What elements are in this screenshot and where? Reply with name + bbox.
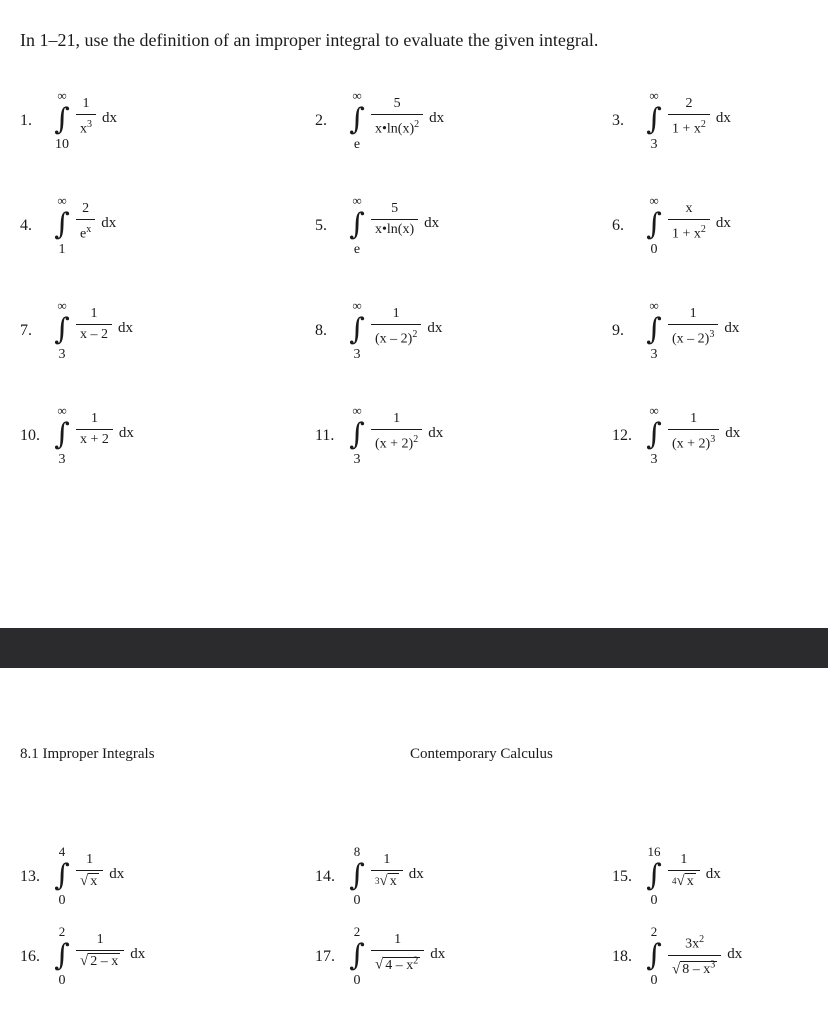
integral	[644, 395, 664, 485]
numerator: 1	[82, 96, 90, 111]
integral-problem	[612, 185, 828, 275]
lower-limit: 0	[58, 973, 66, 988]
radical-sign: √	[379, 873, 388, 889]
integral-problem	[612, 80, 828, 170]
upper-limit: ∞	[352, 403, 362, 418]
fraction	[668, 306, 718, 348]
fraction-bar	[668, 324, 718, 325]
integral-problem	[612, 290, 828, 380]
integral	[347, 395, 367, 485]
integral	[347, 836, 367, 926]
upper-limit: 8	[353, 844, 361, 859]
page-bottom	[0, 668, 828, 1009]
fraction	[371, 96, 423, 138]
integral-problem	[315, 395, 535, 485]
fraction-bar	[76, 114, 96, 115]
integral-sign: ∫	[646, 938, 662, 973]
integral	[52, 916, 72, 1006]
denominator	[371, 117, 423, 138]
differential: dx	[727, 946, 743, 962]
integral-problem	[612, 836, 828, 926]
integral-problem	[20, 916, 240, 1006]
differential: dx	[118, 320, 133, 336]
denominator	[668, 432, 719, 453]
lower-limit: 3	[650, 452, 658, 467]
differential: dx	[428, 425, 444, 441]
fraction-bar	[371, 324, 421, 325]
denominator-base: (x + 2)	[672, 436, 711, 452]
denominator	[76, 327, 112, 343]
fraction	[371, 411, 422, 453]
fraction	[371, 201, 418, 238]
numerator: 1	[96, 932, 104, 947]
numerator-exponent: 2	[699, 934, 705, 945]
upper-limit: 2	[650, 924, 658, 939]
fraction-bar	[668, 429, 719, 430]
differential: dx	[102, 110, 117, 126]
upper-limit: ∞	[649, 193, 659, 208]
denominator-exponent: 2	[414, 119, 420, 130]
fraction	[668, 96, 710, 138]
denominator-exponent: 2	[413, 434, 419, 445]
denominator	[668, 873, 700, 890]
lower-limit: 0	[353, 893, 361, 908]
problem-number: 12.	[612, 427, 632, 444]
numerator: 5	[391, 201, 399, 216]
differential: dx	[109, 866, 125, 882]
page-separator-band	[0, 628, 828, 668]
lower-limit: 3	[353, 347, 361, 362]
denominator	[371, 953, 424, 974]
integral-sign: ∫	[349, 938, 365, 973]
integral	[347, 290, 367, 380]
denominator-base: (x – 2)	[375, 331, 413, 347]
denominator-base: x•ln(x)	[375, 222, 415, 237]
differential: dx	[427, 320, 443, 336]
problem-number: 13.	[20, 868, 40, 885]
denominator-exponent: 3	[709, 329, 715, 340]
problem-number: 8.	[315, 322, 327, 339]
integral	[347, 185, 367, 275]
lower-limit: 0	[353, 973, 361, 988]
problem-number: 3.	[612, 112, 624, 129]
fraction	[76, 96, 96, 138]
integral	[644, 916, 664, 1006]
differential: dx	[101, 215, 117, 231]
upper-limit: ∞	[57, 88, 67, 103]
problem-number: 6.	[612, 217, 624, 234]
numerator: 1	[90, 411, 98, 426]
fraction	[76, 201, 95, 243]
radicand: $8 - x^3$	[682, 959, 716, 978]
radical-sign: √	[672, 961, 681, 978]
integral-problem	[315, 185, 535, 275]
integral-problem	[315, 916, 535, 1006]
numerator: 1	[86, 852, 94, 867]
lower-limit: 0	[58, 893, 66, 908]
problem-number: 17.	[315, 948, 335, 965]
radicand-exponent: 3	[710, 959, 716, 971]
upper-limit: ∞	[57, 193, 67, 208]
fraction-bar	[76, 324, 112, 325]
upper-limit: ∞	[352, 193, 362, 208]
numerator: 1	[383, 852, 391, 867]
integral-problem	[20, 290, 240, 380]
problem-number: 4.	[20, 217, 32, 234]
radicand: x	[686, 874, 694, 889]
lower-limit: 0	[650, 893, 658, 908]
fraction-bar	[76, 870, 103, 871]
denominator	[76, 432, 113, 448]
integral-problem	[20, 80, 240, 170]
denominator-base: (x + 2)	[375, 436, 414, 452]
upper-limit: 4	[58, 844, 66, 859]
book-title: Contemporary Calculus	[410, 746, 553, 762]
differential: dx	[715, 215, 731, 231]
denominator-base: x	[80, 121, 87, 137]
fraction-bar	[371, 429, 422, 430]
differential: dx	[118, 425, 134, 441]
integral-problem	[612, 395, 828, 485]
numerator: $3x^2$	[685, 934, 705, 952]
integral	[644, 80, 664, 170]
numerator: x	[685, 201, 693, 216]
problem-number: 2.	[315, 112, 327, 129]
radical-sign: √	[676, 873, 685, 889]
integral-sign: ∫	[54, 417, 70, 452]
problem-number: 1.	[20, 112, 32, 129]
integral-sign: ∫	[54, 858, 70, 893]
differential: dx	[408, 866, 424, 882]
denominator-base: e	[80, 226, 87, 242]
fraction-bar	[76, 429, 113, 430]
integral-sign: ∫	[54, 207, 70, 242]
fraction	[668, 852, 700, 890]
upper-limit: 2	[353, 924, 361, 939]
numerator: 1	[690, 411, 698, 426]
integral-sign: ∫	[646, 312, 662, 347]
integral	[644, 836, 664, 926]
fraction-bar	[371, 219, 418, 220]
denominator-base: x•ln(x)	[375, 121, 415, 137]
differential: dx	[715, 110, 731, 126]
problem-number: 11.	[315, 427, 335, 444]
denominator-exponent: 2	[700, 224, 706, 235]
fraction-bar	[371, 114, 423, 115]
numerator: 1	[680, 852, 688, 867]
problem-number: 5.	[315, 217, 327, 234]
fraction	[371, 306, 421, 348]
integral	[347, 916, 367, 1006]
fraction	[76, 852, 103, 890]
denominator-base: x + 2	[80, 432, 109, 447]
denominator-exponent: x	[86, 224, 92, 235]
integral-problem	[315, 836, 535, 926]
denominator-exponent: 2	[700, 119, 706, 130]
denominator	[668, 222, 710, 243]
section-header: 8.1 Improper Integrals	[20, 746, 155, 762]
fraction	[668, 932, 721, 978]
radicand: x	[389, 874, 397, 889]
problem-number: 7.	[20, 322, 32, 339]
lower-limit: 0	[650, 242, 658, 257]
upper-limit: ∞	[649, 403, 659, 418]
lower-limit: 1	[58, 242, 66, 257]
denominator	[371, 222, 418, 238]
upper-limit: 2	[58, 924, 66, 939]
integral-sign: ∫	[349, 417, 365, 452]
lower-limit: e	[353, 242, 361, 257]
integral-sign: ∫	[349, 858, 365, 893]
root-index: 4	[672, 876, 677, 886]
integral	[52, 80, 72, 170]
integral-sign: ∫	[54, 312, 70, 347]
problem-number: 15.	[612, 868, 632, 885]
lower-limit: 3	[58, 347, 66, 362]
denominator-base: (x – 2)	[672, 331, 710, 347]
denominator-base: x – 2	[80, 327, 108, 342]
fraction	[76, 411, 113, 448]
radical-sign: √	[80, 953, 89, 969]
denominator	[371, 432, 422, 453]
differential: dx	[130, 946, 146, 962]
denominator-exponent: 2	[412, 329, 418, 340]
root-index: 3	[375, 876, 380, 886]
lower-limit: 10	[55, 137, 69, 152]
denominator	[76, 222, 95, 243]
denominator-exponent: 3	[710, 434, 716, 445]
numerator: 1	[689, 306, 697, 321]
denominator	[668, 327, 718, 348]
radical-sign: √	[80, 873, 89, 889]
integral	[52, 836, 72, 926]
denominator	[76, 117, 96, 138]
integral-sign: ∫	[646, 207, 662, 242]
numerator: 2	[685, 96, 693, 111]
integral-sign: ∫	[54, 938, 70, 973]
integral-problem	[315, 80, 535, 170]
fraction-bar	[668, 114, 710, 115]
denominator-base: 1 + x	[672, 226, 701, 242]
fraction-bar	[668, 870, 700, 871]
radicand-exponent: 2	[413, 955, 419, 966]
lower-limit: 3	[650, 137, 658, 152]
problem-number: 14.	[315, 868, 335, 885]
differential: dx	[724, 320, 740, 336]
radical-sign: √	[375, 956, 384, 973]
fraction-bar	[371, 870, 403, 871]
fraction-bar	[668, 219, 710, 220]
integral	[52, 185, 72, 275]
integral	[644, 185, 664, 275]
upper-limit: ∞	[352, 88, 362, 103]
fraction	[76, 932, 124, 970]
fraction-bar	[668, 955, 721, 956]
denominator-exponent: 3	[87, 119, 92, 130]
denominator	[76, 873, 103, 890]
upper-limit: ∞	[649, 88, 659, 103]
fraction	[668, 201, 710, 243]
denominator	[668, 958, 721, 979]
numerator: 1	[392, 306, 400, 321]
fraction-bar	[76, 219, 95, 220]
radicand: $4 - x^2$	[385, 955, 419, 973]
denominator-base: 1 + x	[672, 121, 701, 137]
instructions: In 1–21, use the definition of an improper integral to evaluate the given integral.	[20, 30, 599, 50]
upper-limit: ∞	[352, 298, 362, 313]
problem-number: 9.	[612, 322, 624, 339]
lower-limit: e	[353, 137, 361, 152]
integral-problem	[20, 395, 240, 485]
integral-problem	[20, 185, 240, 275]
integral-sign: ∫	[54, 102, 70, 137]
fraction	[668, 411, 719, 453]
upper-limit: 16	[647, 844, 661, 859]
radicand: 2 – x	[90, 954, 119, 969]
integral-sign: ∫	[646, 417, 662, 452]
lower-limit: 3	[353, 452, 361, 467]
problem-number: 16.	[20, 948, 40, 965]
lower-limit: 3	[58, 452, 66, 467]
numerator: 1	[394, 932, 402, 947]
integral-problem	[612, 916, 828, 1006]
denominator	[668, 117, 710, 138]
differential: dx	[424, 215, 440, 231]
integral	[644, 290, 664, 380]
integral	[347, 80, 367, 170]
fraction	[371, 852, 403, 890]
upper-limit: ∞	[57, 298, 67, 313]
problem-number: 10.	[20, 427, 40, 444]
integral-sign: ∫	[349, 102, 365, 137]
integral-problem	[20, 836, 240, 926]
numerator: 1	[90, 306, 98, 321]
upper-limit: ∞	[649, 298, 659, 313]
integral-sign: ∫	[349, 207, 365, 242]
denominator	[371, 873, 403, 890]
numerator: 1	[393, 411, 401, 426]
lower-limit: 3	[650, 347, 658, 362]
integral-sign: ∫	[646, 102, 662, 137]
denominator	[371, 327, 421, 348]
fraction	[371, 932, 424, 974]
numerator: 2	[82, 201, 90, 216]
integral-problem	[315, 290, 535, 380]
integral-sign: ∫	[349, 312, 365, 347]
numerator: 5	[393, 96, 401, 111]
integral	[52, 395, 72, 485]
denominator	[76, 953, 124, 970]
radicand: x	[90, 874, 98, 889]
fraction-bar	[371, 950, 424, 951]
integral-sign: ∫	[646, 858, 662, 893]
lower-limit: 0	[650, 973, 658, 988]
fraction	[76, 306, 112, 343]
differential: dx	[725, 425, 741, 441]
differential: dx	[429, 110, 445, 126]
differential: dx	[430, 946, 446, 962]
upper-limit: ∞	[57, 403, 67, 418]
integral	[52, 290, 72, 380]
problem-number: 18.	[612, 948, 632, 965]
differential: dx	[705, 866, 721, 882]
fraction-bar	[76, 950, 124, 951]
